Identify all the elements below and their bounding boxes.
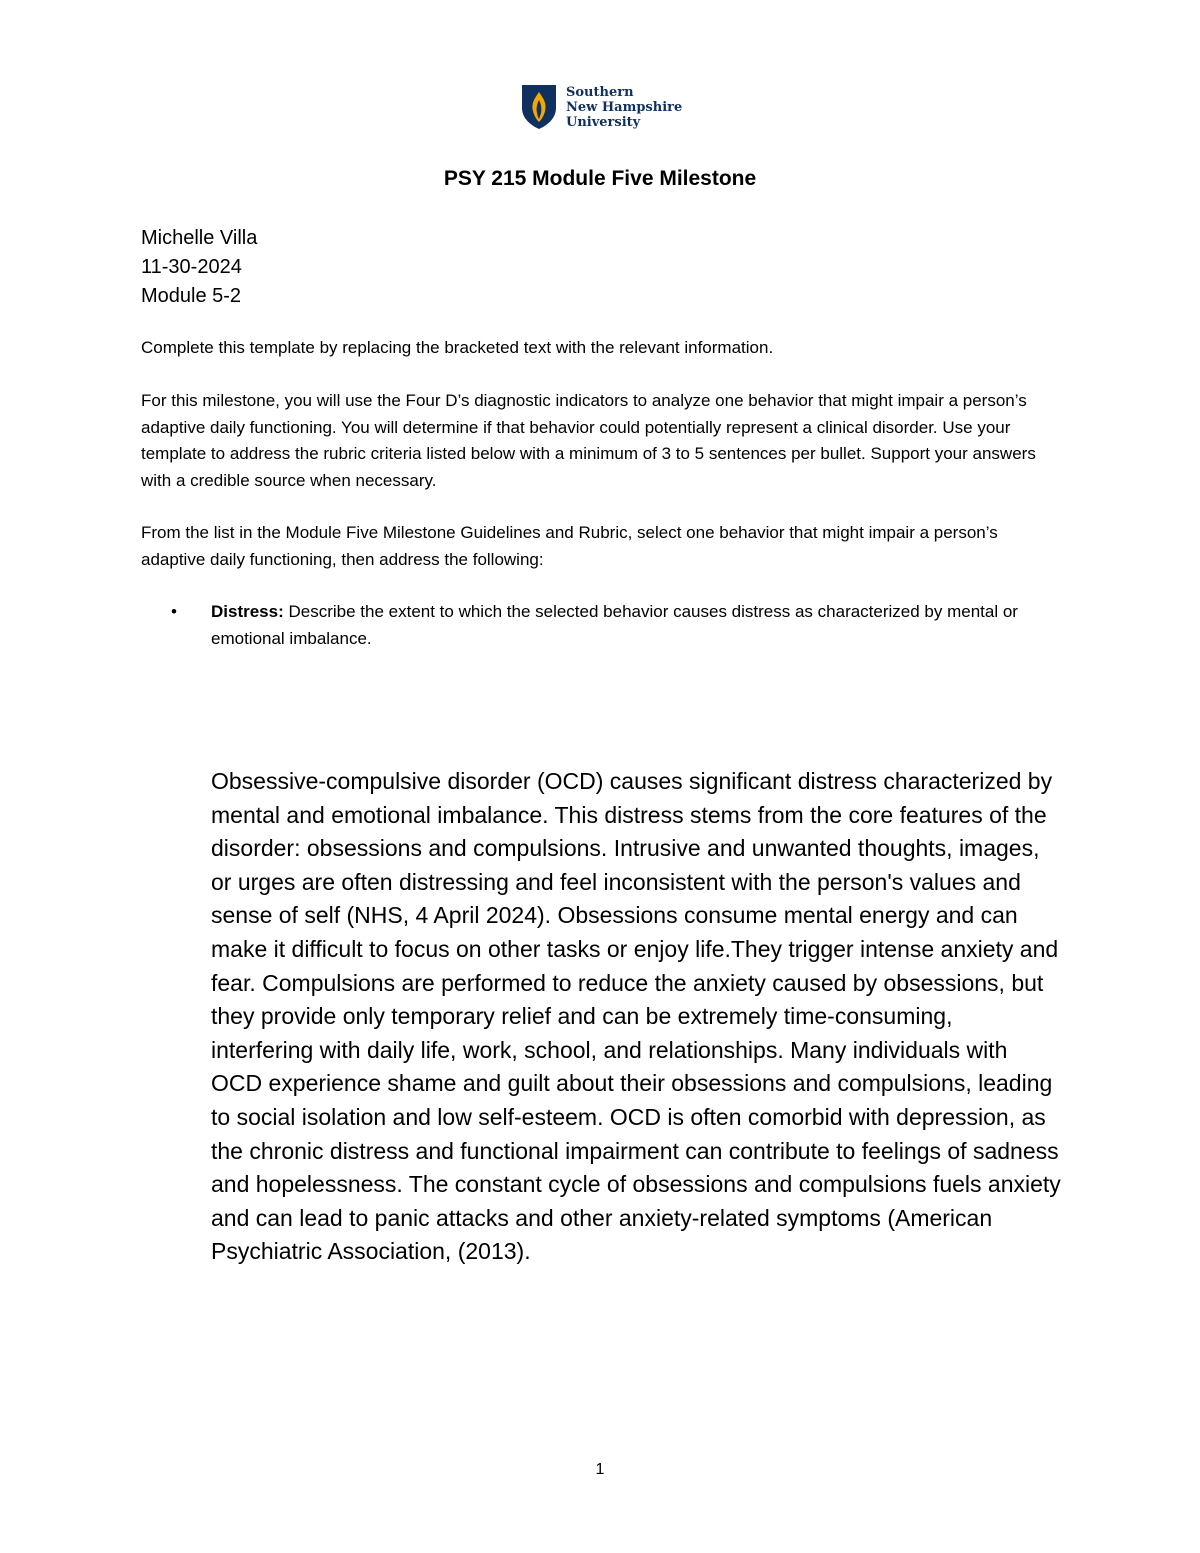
author-block <box>141 224 257 311</box>
logo-line-university: University <box>566 114 641 130</box>
bullet-icon: • <box>171 602 177 621</box>
bullet-description: Describe the extent to which the selected behavior causes distress as characterized by mental or emotional imbalance. <box>211 602 1018 648</box>
logo-line-southern: Southern <box>566 84 634 100</box>
instructions-paragraph-1: Complete this template by replacing the bracketed text with the relevant information. <box>141 338 774 357</box>
module-label: Module 5-2 <box>141 285 242 307</box>
page-number: 1 <box>595 1461 605 1478</box>
bullet-label: Distress: <box>211 602 284 621</box>
logo-line-new-hampshire: New Hampshire <box>566 99 683 115</box>
instructions-paragraph-2: For this milestone, you will use the Four D’s diagnostic indicators to analyze one behavior that might impair a person’s adaptive daily functioning. You will determine if that behavior could potentially represent a clinical disorder. Use your template to address the rubric criteria listed below with a minimum of 3 to 5 sentences per bullet. Support your answers with a credible source when necessary. <box>141 391 1036 490</box>
shield-flame-icon <box>521 84 557 130</box>
author-name: Michelle Villa <box>141 227 258 249</box>
logo-wordmark <box>566 85 682 130</box>
bullet-content <box>211 599 1056 652</box>
bullet-item-distress <box>141 599 1056 652</box>
submission-date: 11-30-2024 <box>141 256 242 278</box>
page-title: PSY 215 Module Five Milestone <box>443 167 757 190</box>
university-logo <box>521 84 682 130</box>
instructions-paragraph-3: From the list in the Module Five Milestone Guidelines and Rubric, select one behavior that might impair a person’s adaptive daily functioning, then address the following: <box>141 523 998 569</box>
answer-paragraph: Obsessive-compulsive disorder (OCD) causes significant distress characterized by mental and emotional imbalance. This distress stems from the core features of the disorder: obsessions and compulsions. Intrusive and unwanted thoughts, images, or urges are often distressing and feel inconsistent with the person's values and sense of self (NHS, 4 April 2024). Obsessions consume mental energy and can make it difficult to focus on other tasks or enjoy life.They trigger intense anxiety and fear. Compulsions are performed to reduce the anxiety caused by obsessions, but they provide only temporary relief and can be extremely time-consuming, interfering with daily life, work, school, and relationships. Many individuals with OCD experience shame and guilt about their obsessions and compulsions, leading to social isolation and low self-esteem. OCD is often comorbid with depression, as the chronic distress and functional impairment can contribute to feelings of sadness and hopelessness. The constant cycle of obsessions and compulsions fuels anxiety and can lead to panic attacks and other anxiety-related symptoms (American Psychiatric Association, (2013). <box>211 768 1061 1265</box>
